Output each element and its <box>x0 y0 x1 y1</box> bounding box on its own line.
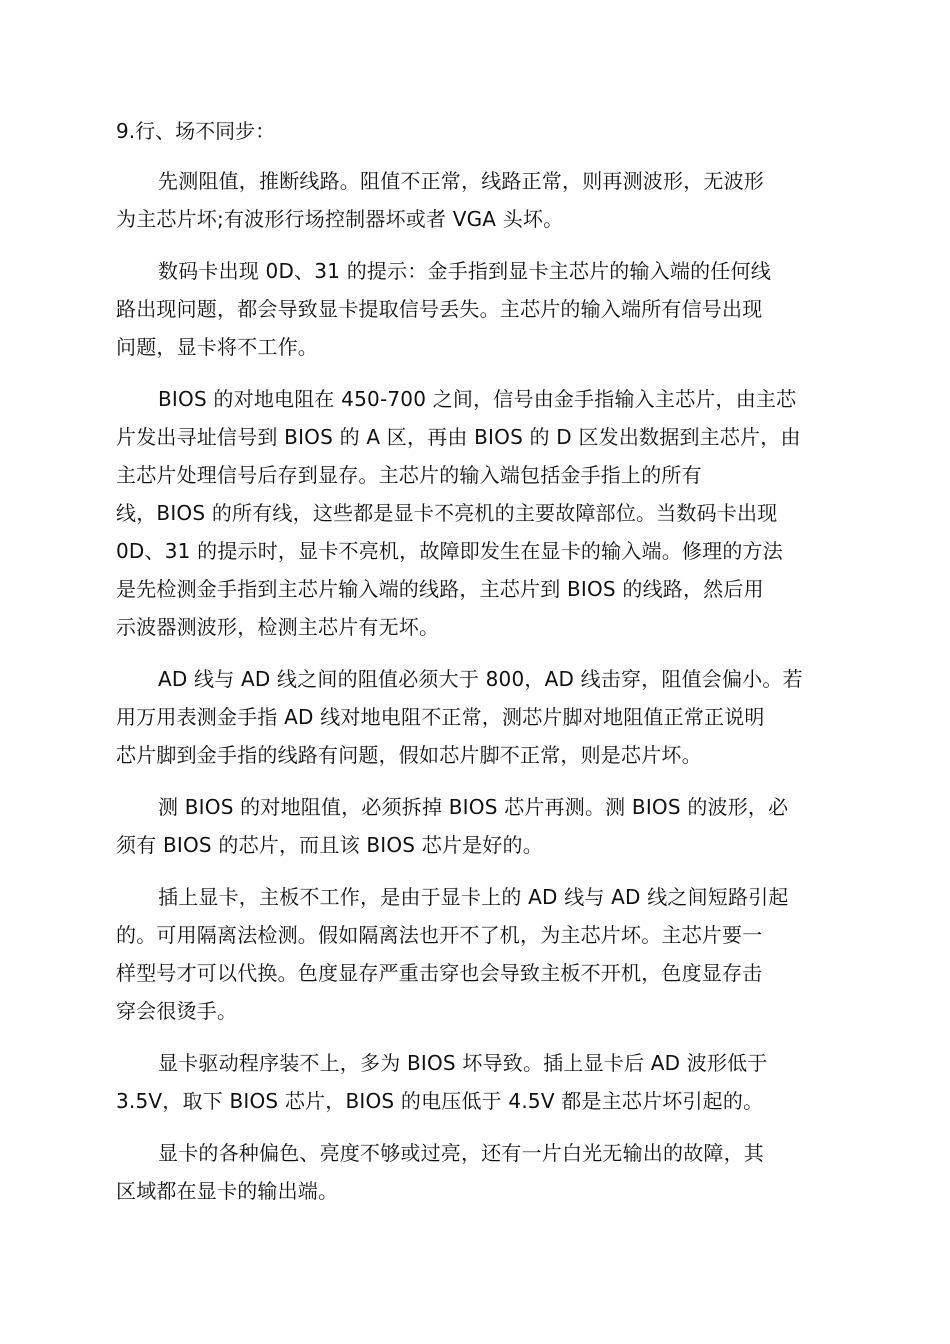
paragraph-line: 路出现问题，都会导致显卡提取信号丢失。主芯片的输入端所有信号出现 <box>116 297 763 321</box>
paragraph-line: 用万用表测金手指 AD 线对地电阻不正常，测芯片脚对地阻值正常正说明 <box>116 705 765 729</box>
paragraph-line: 主芯片处理信号后存到显存。主芯片的输入端包括金手指上的所有 <box>116 463 702 487</box>
paragraph-line: 区域都在显卡的输出端。 <box>116 1179 339 1203</box>
paragraph-line: 数码卡出现 0D、31 的提示：金手指到显卡主芯片的输入端的任何线 <box>158 259 771 283</box>
paragraph-line: 样型号才可以代换。色度显存严重击穿也会导致主板不开机，色度显存击 <box>116 961 763 985</box>
paragraph-6 <box>116 878 834 1030</box>
paragraph-line: 为主芯片坏;有波形行场控制器坏或者 VGA 头坏。 <box>116 207 564 231</box>
paragraph-line: 须有 BIOS 的芯片，而且该 BIOS 芯片是好的。 <box>116 833 543 857</box>
paragraph-line: 显卡的各种偏色、亮度不够或过亮，还有一片白光无输出的故障，其 <box>158 1141 764 1165</box>
paragraph-4 <box>116 660 834 774</box>
paragraph-line: 穿会很烫手。 <box>116 999 238 1023</box>
section-heading: 9.行、场不同步： <box>116 119 276 143</box>
paragraph-line: 插上显卡，主板不工作，是由于显卡上的 AD 线与 AD 线之间短路引起 <box>158 885 789 909</box>
paragraph-line: 3.5V，取下 BIOS 芯片，BIOS 的电压低于 4.5V 都是主芯片坏引起的。 <box>116 1089 764 1113</box>
paragraph-3 <box>116 380 834 646</box>
paragraph-line: 显卡驱动程序装不上，多为 BIOS 坏导致。插上显卡后 AD 波形低于 <box>158 1051 768 1075</box>
paragraph-line: 线，BIOS 的所有线，这些都是显卡不亮机的主要故障部位。当数码卡出现 <box>116 501 778 525</box>
paragraph-1 <box>116 162 834 238</box>
paragraph-line: 0D、31 的提示时，显卡不亮机，故障即发生在显卡的输入端。修理的方法 <box>116 539 783 563</box>
paragraph-5 <box>116 788 834 864</box>
paragraph-line: 是先检测金手指到主芯片输入端的线路，主芯片到 BIOS 的线路，然后用 <box>116 577 764 601</box>
paragraph-8 <box>116 1134 834 1210</box>
paragraph-7 <box>116 1044 834 1120</box>
paragraph-line: 芯片脚到金手指的线路有问题，假如芯片脚不正常，则是芯片坏。 <box>116 743 702 767</box>
document-body <box>116 112 834 1224</box>
paragraph-line: 问题，显卡将不工作。 <box>116 335 318 359</box>
paragraph-line: 片发出寻址信号到 BIOS 的 A 区，再由 BIOS 的 D 区发出数据到主芯片，由 <box>116 425 801 449</box>
paragraph-line: BIOS 的对地电阻在 450-700 之间，信号由金手指输入主芯片，由主芯 <box>158 387 797 411</box>
paragraph-line: 示波器测波形，检测主芯片有无坏。 <box>116 615 440 639</box>
paragraph-line: 的。可用隔离法检测。假如隔离法也开不了机，为主芯片坏。主芯片要一 <box>116 923 763 947</box>
paragraph-2 <box>116 252 834 366</box>
paragraph-line: AD 线与 AD 线之间的阻值必须大于 800，AD 线击穿，阻值会偏小。若 <box>158 667 803 691</box>
paragraph-line: 测 BIOS 的对地阻值，必须拆掉 BIOS 芯片再测。测 BIOS 的波形，必 <box>158 795 789 819</box>
paragraph-line: 先测阻值，推断线路。阻值不正常，线路正常，则再测波形，无波形 <box>158 169 764 193</box>
